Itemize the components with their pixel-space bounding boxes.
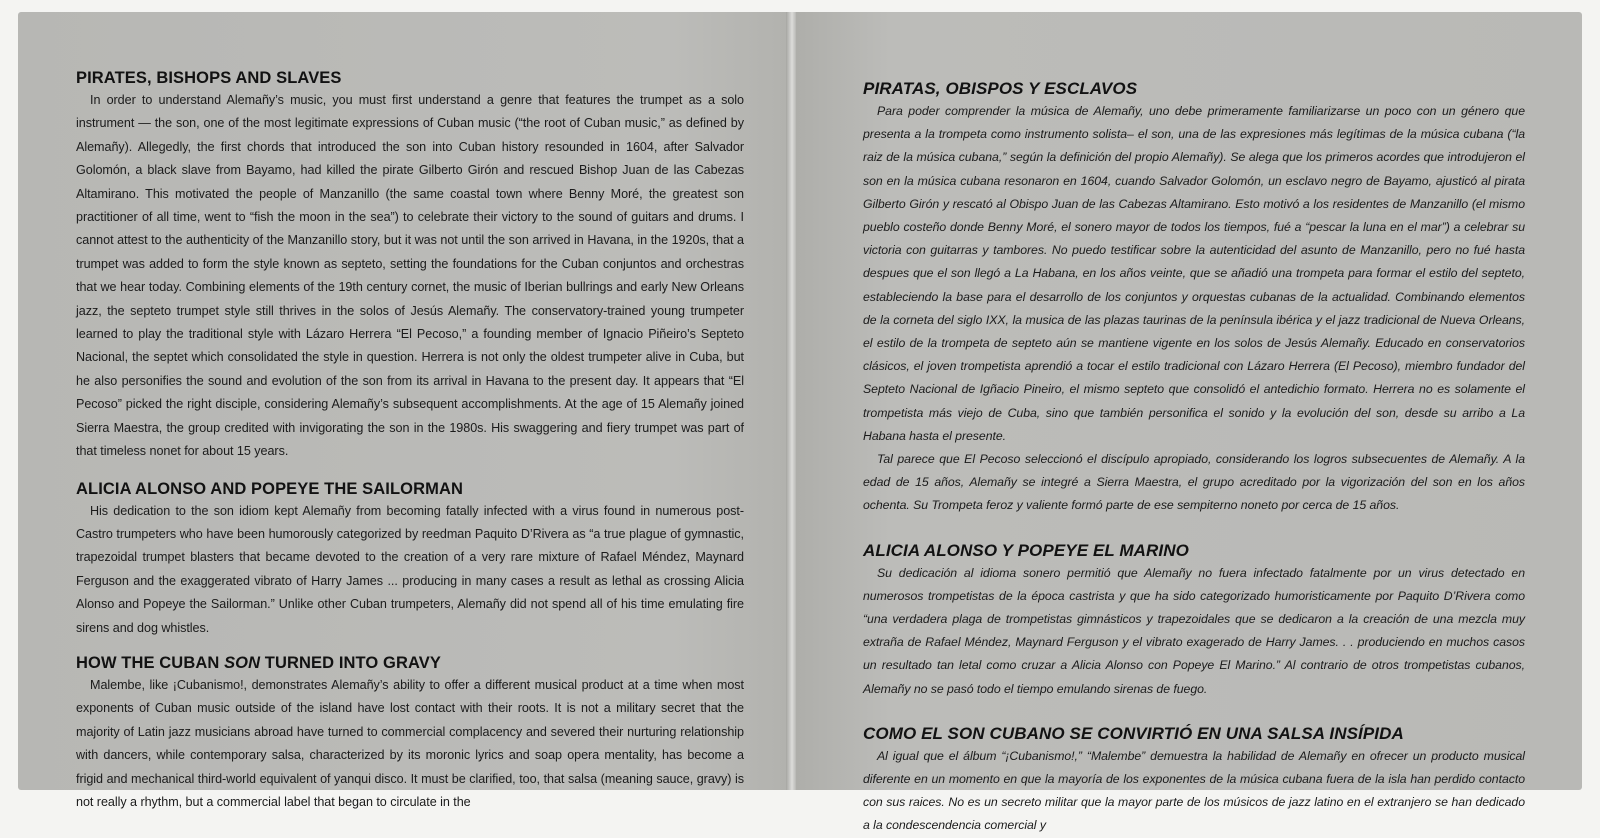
heading-part: HOW THE CUBAN: [76, 653, 225, 672]
left-text-column: [76, 67, 744, 814]
section-heading-piratas: PIRATAS, OBISPOS Y ESCLAVOS: [863, 79, 1138, 98]
heading-part: TURNED INTO GRAVY: [260, 653, 441, 672]
section-heading-alicia: ALICIA ALONSO AND POPEYE THE SAILORMAN: [76, 479, 463, 498]
left-page: [18, 12, 788, 809]
section-heading-salsa: COMO EL SON CUBANO SE CONVIRTIÓ EN UNA SALSA INSÍPIDA: [863, 723, 1404, 743]
paragraph-piratas-2: Tal parece que El Pecoso seleccionó el discípulo apropiado, considerando los logros subsecuentes de Alemañy. A la edad de 15 años, Alemañy se integré a Sierra Maestra, el grupo acreditado por la vigorización del son en los años ochenta. Su Trompeta feroz y valiente formó parte de ese sempiterno noneto por cerca de 15 años.: [863, 452, 1525, 513]
right-page: [796, 12, 1582, 833]
paragraph-pirates: In order to understand Alemañy’s music, you must first understand a genre that features the trumpet as a solo instrument — the son, one of the most legitimate expressions of Cuban music (“the root of Cuban music,” as defined by Alemañy). Allegedly, the first chords that introduced the son into Cuban history resounded in 1604, after Salvador Golomón, a black slave from Bayamo, had killed the pirate Gilberto Girón and rescued Bishop Juan de las Cabezas Altamirano. This motivated the people of Manzanillo (the same coastal town where Benny Moré, the greatest son practitioner of all time, went to “fish the moon in the sea”) to celebrate their victory to the sound of guitars and drums. I cannot attest to the authenticity of the Manzanillo story, but it was not until the son arrived in Havana, in the 1920s, that a trumpet was added to form the style known as septeto, setting the foundations for the Cuban conjuntos and orchestras that we hear today. Combining elements of the 19th century cornet, the music of Iberian bullrings and early New Orleans jazz, the septeto trumpet style still thrives in the solos of Jesús Alemañy. The conservatory-trained young trumpeter learned to play the traditional style with Lázaro Herrera “El Pecoso,” a founding member of Ignacio Piñeiro’s Septeto Nacional, the septet which consolidated the style in question. Herrera is not only the oldest trumpeter alive in Cuba, but he also personifies the sound and evolution of the son from its arrival in Havana to the present day. It appears that “El Pecoso” picked the right disciple, considering Alemañy’s subsequent accomplishments. At the age of 15 Alemañy joined Sierra Maestra, the group credited with invigorating the son in the 1980s. His swaggering and fiery trumpet was part of that timeless nonet for about 15 years.: [76, 93, 744, 459]
paragraph-alicia: His dedication to the son idiom kept Alemañy from becoming fatally infected with a virus found in numerous post-Castro trumpeters who have been humorously categorized by reedman Paquito D’Rivera as “a true plague of gymnastic, trapezoidal trumpet blasters that became devoted to the creation of a very rare mixture of Rafael Méndez, Maynard Ferguson and the exaggerated vibrato of Harry James ... producing in many cases a result as lethal as crossing Alicia Alonso and Popeye the Sailorman.” Unlike other Cuban trumpeters, Alemañy did not spend all of his time emulating fire sirens and dog whistles.: [76, 503, 744, 635]
section-heading-gravy: [76, 652, 744, 674]
paragraph-salsa: Al igual que el álbum “¡Cubanismo!,” “Malembe” demuestra la habilidad de Alemañy en ofrecer un producto musical diferente en un momento en que la mayoría de los exponentes de la música cubana fuera de la isla han perdido contacto con sus raices. No es un secreto militar que la mayor parte de los músicos de jazz latino en el extranjero se han dedicado a la condescendencia comercial y: [863, 748, 1525, 833]
paragraph-gravy: Malembe, like ¡Cubanismo!, demonstrates Alemañy’s ability to offer a different musical product at a time when most exponents of Cuban music outside of the island have lost contact with their roots. It is not a military secret that the majority of Latin jazz musicians abroad have turned to commercial complacency and severed their nurturing relationship with dancers, while contemporary salsa, characterized by its moronic lyrics and soap opera mentality, has become a frigid and mechanical third-world equivalent of yanqui disco. It must be clarified, too, that salsa (meaning sauce, gravy) is not really a rhythm, but a commercial label that began to circulate in the: [76, 677, 744, 809]
right-text-column: [863, 78, 1525, 838]
section-heading-pirates: PIRATES, BISHOPS AND SLAVES: [76, 69, 342, 87]
paragraph-piratas-1: Para poder comprender la música de Alemañy, uno debe primeramente familiarizarse un poco con un género que presenta a la trompeta como instrumento solista– el son, una de las expresiones más legítimas de la música cubana (“la raiz de la música cubana,” según la definición del propio Alemañy). Se alega que los primeros acordes que introdujeron el son en la música cubana resonaron en 1604, cuando Salvador Golomón, un esclavo negro de Bayamo, ajusticó al pirata Gilberto Girón y rescató al Obispo Juan de las Cabezas Altamirano. Esto motivó a los residentes de Manzanillo (el mismo pueblo costeño donde Benny Moré, el sonero mayor de todos los tiempos, fué a “pescar la luna en el mar”) a celebrar su victoria con guitarras y tambores. No puedo testificar sobre la autenticidad del asunto de Manzanillo, pero no fué hasta despues que el son llegó a La Habana, en los años veinte, que se añadió una trompeta para formar el estilo del septeto, estableciendo la base para el desarrollo de los conjuntos y orquestas cubanas de la actualidad. Combinando elementos de la corneta del siglo IXX, la musica de las plazas taurinas de la península ibérica y el jazz tradicional de Nueva Orleans, el estilo de la trompeta de septeto aún se mantiene vigente en los solos de Jesús Alemañy. Educado en conservatorios clásicos, el joven trompetista aprendió a tocar el estilo tradicional con Lázaro Herrera (El Pecoso), miembro fundador del Septeto Nacional de Igñacio Pineiro, el mismo septeto que consolidó el antedichio formato. Herrera no es solamente el trompetista más viejo de Cuba, sino que también personifica el sonido y la evolución del son, desde su arribo a La Habana hasta el presente.: [863, 104, 1525, 443]
paragraph-marino: Su dedicación al idioma sonero permitió que Alemañy no fuera infectado fatalmente por un virus detectado en numerosos trompetistas de la época castrista y que ha sido categorizado humoristicamente por Paquito D’Rivera como “una verdadera plaga de trompetistas gimnásticos y trapezoidales que se dedicaron a la creación de una mezcla muy extraña de Rafael Méndez, Maynard Ferguson y el vibrato exagerado de Harry James. . . produciendo en muchos casos un resultado tan letal como cruzar a Alicia Alonso con Popeye El Marino.” Al contrario de otros trompetistas cubanos, Alemañy no se pasó todo el tiempo emulando sirenas de fuego.: [863, 565, 1525, 696]
section-heading-marino: ALICIA ALONSO Y POPEYE EL MARINO: [863, 540, 1189, 560]
heading-part-italic: SON: [224, 653, 261, 672]
